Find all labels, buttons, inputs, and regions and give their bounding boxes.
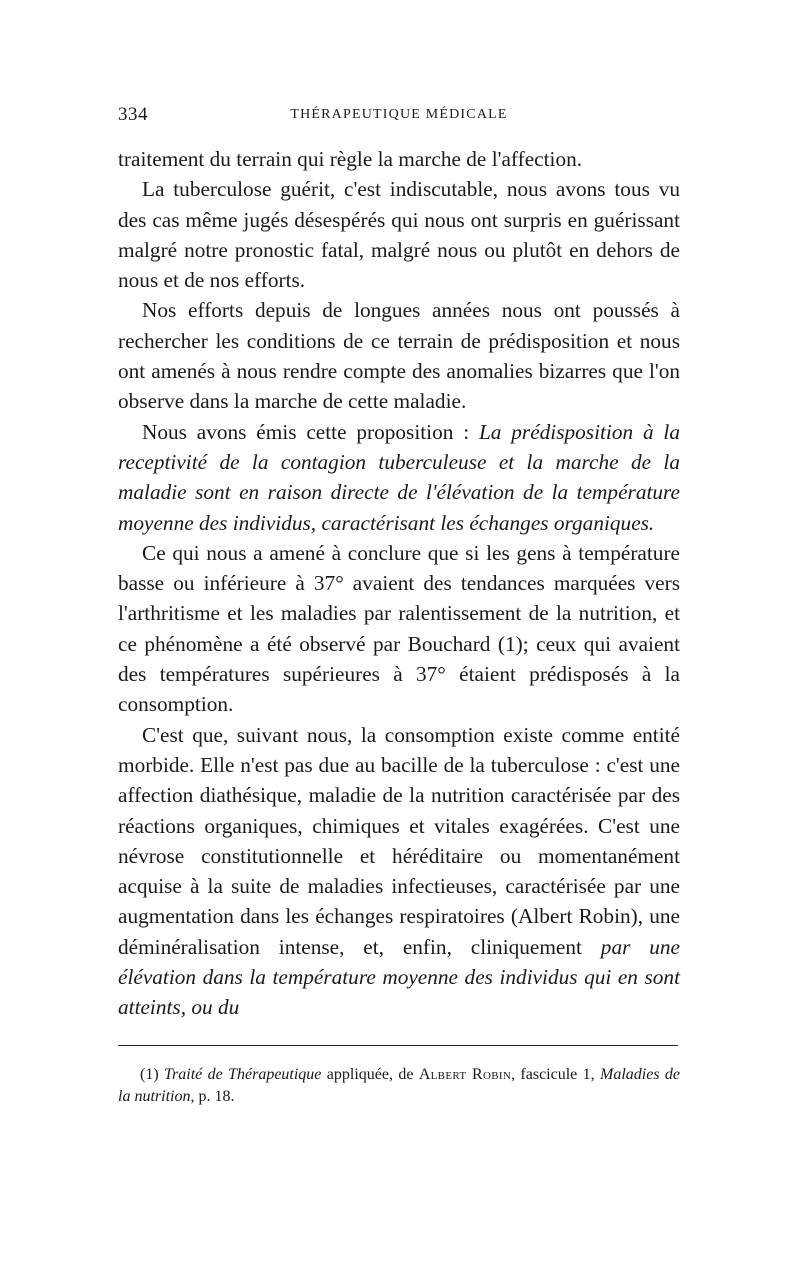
paragraph-4 [118, 417, 680, 538]
paragraph-6 [118, 720, 680, 1023]
body-text [118, 144, 680, 1023]
paragraph-6-lead: C'est que, suivant nous, la consomption existe comme entité morbide. Elle n'est pas due au bacille de la tuberculose : c'est une affection diathésique, maladie de la nutrition caractérisée par des réactions organiques, chimiques et vitales exagérées. C'est une névrose constitutionnelle et héréditaire ou momentanément acquise à la suite de maladies infectieuses, caractérisée par une augmentation dans les échanges respiratoires (Albert Robin), une déminéralisation intense, et, enfin, cliniquement [118, 722, 680, 959]
book-page [118, 98, 680, 1108]
footnote [118, 1064, 680, 1108]
paragraph-1: traitement du terrain qui règle la marche de l'affection. [118, 147, 583, 171]
footnote-subtitle: Maladies de la nutrition [118, 1065, 681, 1105]
footnote-author: Albert Robin [418, 1065, 512, 1083]
footnote-after-author: , fascicule 1, [511, 1065, 601, 1083]
paragraph-4-lead: Nous avons émis cette proposition : [142, 419, 479, 444]
paragraph-3: Nos efforts depuis de longues années nous ont poussés à rechercher les conditions de ce terrain de prédisposition et nous ont amenés à nous rendre compte des anomalies bizarres que l'on observe dans la marche de cette maladie. [118, 298, 680, 414]
paragraph-6-italic: par une élévation dans la température moyenne des individus qui en sont atteints, ou du [118, 934, 680, 1020]
paragraph-4-proposition: La prédisposition à la receptivité de la contagion tuberculeuse et la marche de la maladie sont en raison directe de l'élévation de la température moyenne des individus, caractérisant les échanges organiques. [118, 419, 681, 535]
footnote-end: , p. 18. [190, 1087, 235, 1105]
paragraph-5: Ce qui nous a amené à conclure que si les gens à température basse ou inférieure à 37° avaient des tendances marquées vers l'arthritisme et les maladies par ralentissement de la nutrition, et ce phénomène a été observé par Bouchard (1); ceux qui avaient des températures supérieures à 37° étaient prédisposés à la consomption. [118, 540, 680, 717]
footnote-middle: appliquée, de [321, 1065, 419, 1083]
footnote-rule [118, 1045, 678, 1046]
paragraph-2: La tuberculose guérit, c'est indiscutable, nous avons tous vu des cas même jugés désespérés qui nous ont surpris en guérissant malgré notre pronostic fatal, malgré nous ou plutôt en dehors de nous et de nos efforts. [118, 177, 680, 293]
running-head [118, 98, 680, 132]
footnote-title: Traité de Thérapeutique [164, 1065, 322, 1083]
running-title: THÉRAPEUTIQUE MÉDICALE [290, 107, 508, 122]
footnote-marker: (1) [140, 1065, 165, 1083]
page-number: 334 [118, 104, 148, 125]
